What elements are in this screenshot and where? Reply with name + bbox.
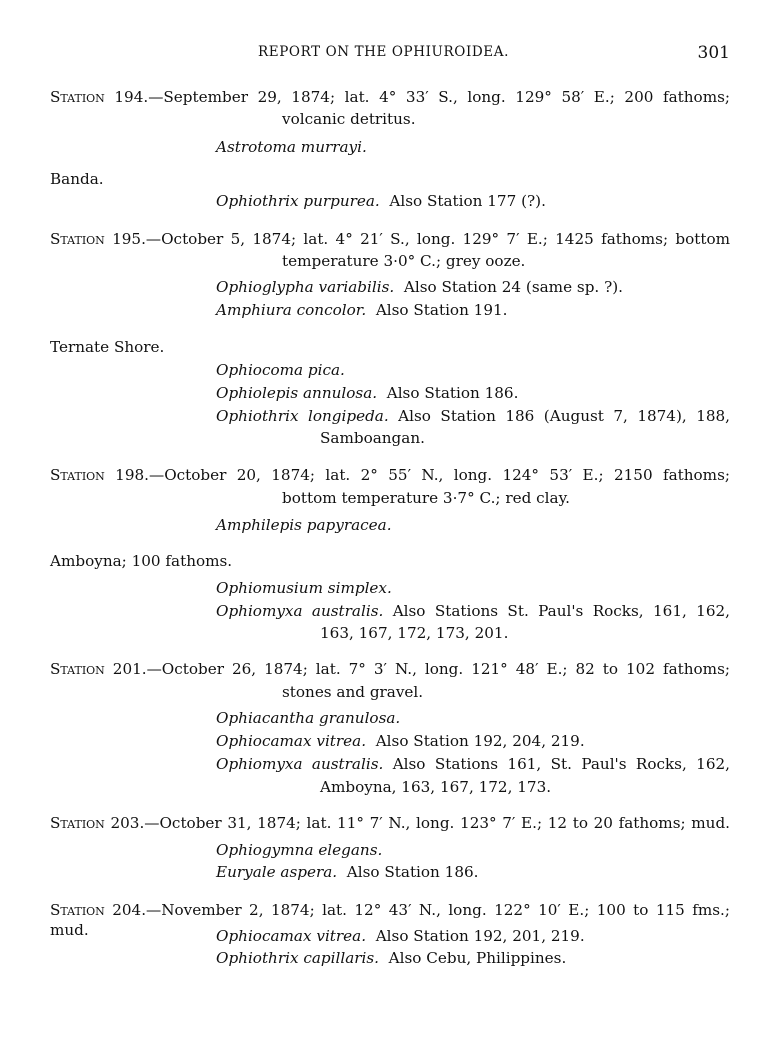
species-name: Ophiocamax vitrea. [216, 927, 367, 945]
species-name: Ophiothrix capillaris. [216, 949, 379, 967]
locality-banda: Banda. [50, 170, 104, 188]
species-note-cont: Samboangan. [320, 429, 425, 447]
station-details: —November 2, 1874; lat. 12° 43′ N., long. 122° 10′ E.; 100 to 115 fms.; mud. [50, 901, 730, 939]
station-194-heading [50, 87, 730, 107]
species-note: Also Station 186. [346, 863, 479, 881]
species-entry [216, 360, 345, 380]
species-entry [216, 754, 730, 774]
species-entry [216, 926, 585, 946]
species-entry [216, 515, 392, 535]
species-note: Also Station 186 (August 7, 1874), 188, [398, 407, 731, 425]
species-note: Also Stations 161, St. Paul's Rocks, 162, [392, 755, 730, 773]
station-label: Station 195. [50, 230, 146, 248]
page-number: 301 [697, 43, 730, 63]
species-name: Ophiacantha granulosa. [216, 709, 401, 727]
species-entry [216, 137, 367, 157]
species-entry [216, 948, 566, 968]
species-name: Ophiomusium simplex. [216, 579, 392, 597]
species-name: Ophiothrix longipeda. [216, 407, 389, 425]
species-name: Amphilepis papyracea. [216, 516, 392, 534]
station-details: —October 26, 1874; lat. 7° 3′ N., long. 121° 48′ E.; 82 to 102 fathoms; [146, 660, 730, 678]
species-entry [216, 578, 392, 598]
species-note: Also Station 192, 204, 219. [375, 732, 585, 750]
species-entry [216, 383, 518, 403]
species-note: Also Stations St. Paul's Rocks, 161, 162, [392, 602, 730, 620]
species-entry [216, 601, 730, 621]
species-note: Also Station 192, 201, 219. [375, 927, 585, 945]
species-note: Also Station 24 (same sp. ?). [403, 278, 623, 296]
species-entry [216, 277, 623, 297]
station-details: —October 20, 1874; lat. 2° 55′ N., long. 124° 53′ E.; 2150 fathoms; [149, 466, 730, 484]
station-label: Station 198. [50, 466, 149, 484]
station-details: —October 31, 1874; lat. 11° 7′ N., long. 123° 7′ E.; 12 to 20 fathoms; mud. [144, 814, 731, 832]
species-entry [216, 731, 585, 751]
species-name: Ophiothrix purpurea. [216, 192, 380, 210]
species-entry [216, 406, 730, 426]
station-198-heading [50, 465, 730, 485]
station-198-details-cont: bottom temperature 3·7° C.; red clay. [282, 489, 570, 507]
species-name: Ophiolepis annulosa. [216, 384, 378, 402]
species-entry [216, 300, 508, 320]
station-label: Station 203. [50, 814, 145, 832]
species-note: Also Station 186. [386, 384, 519, 402]
locality-ternate-shore: Ternate Shore. [50, 338, 165, 356]
species-entry [216, 708, 400, 728]
station-201-details-cont: stones and gravel. [282, 683, 424, 701]
station-label: Station 201. [50, 660, 147, 678]
species-entry [216, 862, 478, 882]
species-note: Also Station 177 (?). [389, 192, 546, 210]
species-note-cont: 163, 167, 172, 173, 201. [320, 624, 509, 642]
station-label: Station 204. [50, 901, 147, 919]
station-details: —October 5, 1874; lat. 4° 21′ S., long. 129° 7′ E.; 1425 fathoms; bottom [145, 230, 730, 248]
species-name: Euryale aspera. [216, 863, 338, 881]
locality-amboyna: Amboyna; 100 fathoms. [50, 552, 233, 570]
species-name: Ophiomyxa australis. [216, 602, 384, 620]
species-name: Amphiura concolor. [216, 301, 367, 319]
station-201-heading [50, 659, 730, 679]
station-194-details-cont: volcanic detritus. [282, 110, 416, 128]
species-name: Ophioglypha variabilis. [216, 278, 395, 296]
species-name: Ophiomyxa australis. [216, 755, 384, 773]
station-195-details-cont: temperature 3·0° C.; grey ooze. [282, 252, 526, 270]
station-195-heading [50, 229, 730, 249]
species-entry [216, 191, 546, 211]
species-name: Astrotoma murrayi. [216, 138, 367, 156]
species-entry [216, 840, 382, 860]
species-note: Also Cebu, Philippines. [388, 949, 567, 967]
station-label: Station 194. [50, 88, 149, 106]
species-note-cont: Amboyna, 163, 167, 172, 173. [320, 778, 552, 796]
species-name: Ophiocoma pica. [216, 361, 345, 379]
station-203-heading [50, 813, 730, 833]
running-head: REPORT ON THE OPHIUROIDEA. [258, 44, 510, 60]
species-name: Ophiogymna elegans. [216, 841, 383, 859]
station-details: —September 29, 1874; lat. 4° 33′ S., long. 129° 58′ E.; 200 fathoms; [148, 88, 731, 106]
species-name: Ophiocamax vitrea. [216, 732, 367, 750]
species-note: Also Station 191. [375, 301, 508, 319]
